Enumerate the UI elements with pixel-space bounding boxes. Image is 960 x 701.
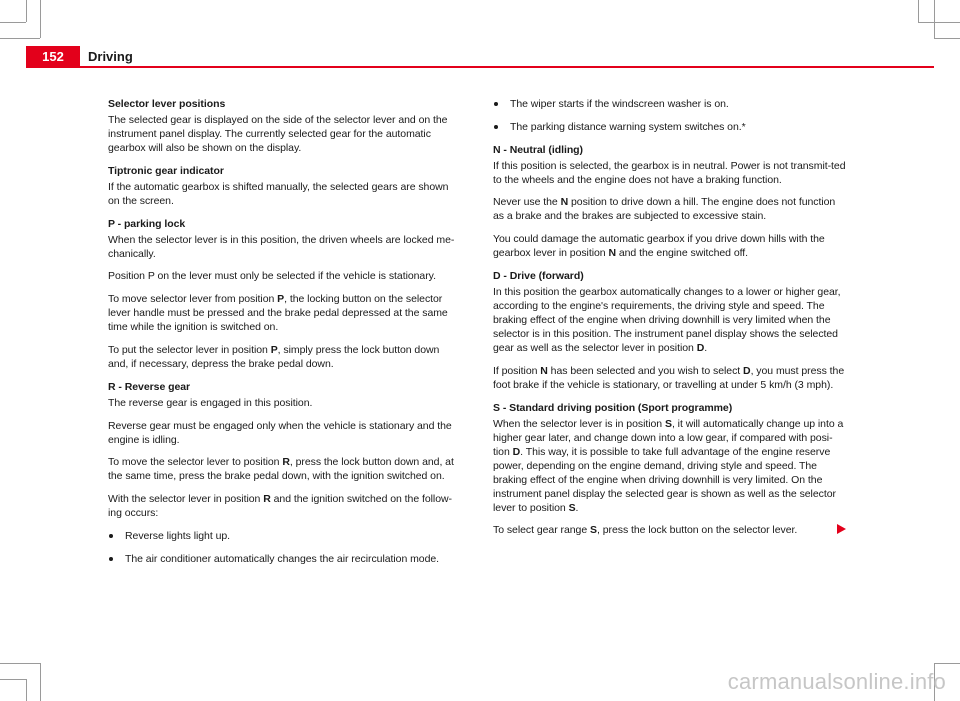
crop-mark — [26, 0, 27, 22]
paragraph — [493, 285, 848, 355]
crop-mark — [0, 22, 26, 23]
text: In this position the gearbox automatically changes to a lower or higher gear, according to the engine's requirements, the driving style and speed. The braking effect of the engine when driving downhill is very limited when the selector is in this position. The instrument panel display shows the selected gear as well as the selector lever in position — [493, 285, 841, 354]
crop-mark — [934, 0, 935, 38]
paragraph — [493, 195, 848, 223]
paragraph: Position P on the lever must only be selected if the vehicle is stationary. — [108, 270, 436, 283]
crop-mark — [40, 0, 41, 38]
gear-letter: N — [608, 247, 616, 260]
paragraph — [493, 523, 848, 537]
text: has been selected and you wish to select — [547, 364, 744, 377]
text: To move selector lever from position — [108, 293, 278, 306]
heading-n-neutral: N - Neutral (idling) — [493, 143, 583, 156]
gear-letter: S — [568, 501, 576, 514]
text: To move the selector lever to position — [108, 456, 283, 469]
crop-mark — [934, 663, 960, 664]
text: position to drive down a hill. The engine does not function as a brake and the brakes are subjected to excessive stain. — [493, 196, 836, 223]
text: . — [575, 501, 579, 514]
gear-letter: S — [590, 524, 597, 537]
text: If position — [493, 364, 541, 377]
text: , press the lock button down and, at the same time, press the brake pedal down, with the ignition switched on. — [108, 456, 454, 483]
crop-mark — [0, 38, 40, 39]
gear-letter: P — [270, 343, 278, 356]
paragraph — [108, 492, 460, 520]
text: To put the selector lever in position — [108, 343, 271, 356]
text: , it will automatically change up into a higher gear later, and change down into a low gear, if compared with posi-tion — [493, 417, 844, 458]
gear-letter: R — [282, 456, 290, 469]
paragraph — [493, 417, 848, 515]
paragraph: If this position is selected, the gearbox is in neutral. Power is not transmit-ted to the wheels and the engine does not have a braking function. — [493, 159, 846, 186]
crop-mark — [26, 679, 27, 701]
paragraph — [493, 232, 848, 260]
paragraph — [108, 292, 460, 334]
text: When the selector lever is in position — [493, 417, 665, 430]
list-item: Reverse lights light up. — [108, 529, 460, 543]
gear-letter: D — [743, 364, 751, 377]
text: With the selector lever in position — [108, 493, 264, 506]
text: , you must press the foot brake if the vehicle is stationary, or travelling at under 5 km/h (3 mph). — [493, 364, 845, 391]
text: , the locking button on the selector lever handle must be pressed and the brake pedal depressed at the same time while the ignition is switched on. — [108, 293, 448, 334]
gear-letter: S — [664, 417, 672, 430]
section-title: Driving — [88, 49, 133, 64]
watermark: carmanualsonline.info — [727, 669, 946, 694]
text: To select gear range — [493, 524, 591, 537]
gear-letter: D — [696, 341, 705, 354]
gear-letter: D — [512, 445, 521, 458]
list-item: The parking distance warning system switches on.* — [493, 120, 848, 134]
list-item: The air conditioner automatically changes the air recirculation mode. — [108, 552, 460, 566]
paragraph: When the selector lever is in this position, the driven wheels are locked me-chanically. — [108, 233, 455, 260]
list-item: The wiper starts if the windscreen washer is on. — [493, 97, 848, 111]
text: and the engine switched off. — [615, 247, 749, 260]
text: , simply press the lock button down and, if necessary, depress the brake pedal down. — [108, 343, 440, 370]
text: . — [704, 341, 708, 354]
crop-mark — [918, 22, 960, 23]
text: . This way, it is possible to take full advantage of the engine reserve power, depending on the engine demand, driving style and speed. The braking effect of the engine when driving downhill is very limited. On the instrument panel display the selected gear is shown as well as the selector lever to position — [493, 445, 836, 514]
paragraph: The selected gear is displayed on the side of the selector lever and on the instrument panel display. The currently selected gear for the automatic gearbox will also be shown on the display. — [108, 114, 448, 154]
crop-mark — [0, 663, 40, 664]
text: You could damage the automatic gearbox if you drive down hills with the gearbox lever in position — [493, 233, 825, 260]
heading-tiptronic: Tiptronic gear indicator — [108, 164, 224, 177]
heading-r-reverse-gear: R - Reverse gear — [108, 380, 191, 393]
paragraph — [108, 343, 460, 371]
gear-letter: P — [277, 293, 285, 306]
paragraph: If the automatic gearbox is shifted manually, the selected gears are shown on the screen. — [108, 180, 449, 207]
heading-d-drive: D - Drive (forward) — [493, 269, 584, 282]
paragraph: The reverse gear is engaged in this position. — [108, 396, 313, 409]
paragraph: Reverse gear must be engaged only when the vehicle is stationary and the engine is idling. — [108, 419, 452, 446]
crop-mark — [934, 38, 960, 39]
paragraph — [493, 364, 848, 392]
text: Never use the — [493, 196, 561, 209]
text: and the ignition switched on the follow-ing occurs: — [108, 493, 452, 520]
continue-arrow-icon — [837, 524, 846, 534]
left-column — [108, 97, 460, 575]
paragraph — [108, 455, 460, 483]
heading-s-sport: S - Standard driving position (Sport programme) — [493, 401, 733, 414]
text: , press the lock button on the selector lever. — [596, 524, 798, 537]
crop-mark — [918, 0, 919, 22]
heading-selector-positions: Selector lever positions — [108, 98, 226, 110]
page-number: 152 — [42, 49, 64, 64]
crop-mark — [0, 679, 26, 680]
gear-letter: R — [263, 493, 271, 506]
gear-letter: N — [560, 196, 569, 209]
gear-letter: N — [540, 364, 548, 377]
crop-mark — [40, 663, 41, 701]
right-column — [493, 97, 848, 546]
heading-p-parking-lock: P - parking lock — [108, 217, 186, 230]
header-rule — [80, 66, 934, 68]
